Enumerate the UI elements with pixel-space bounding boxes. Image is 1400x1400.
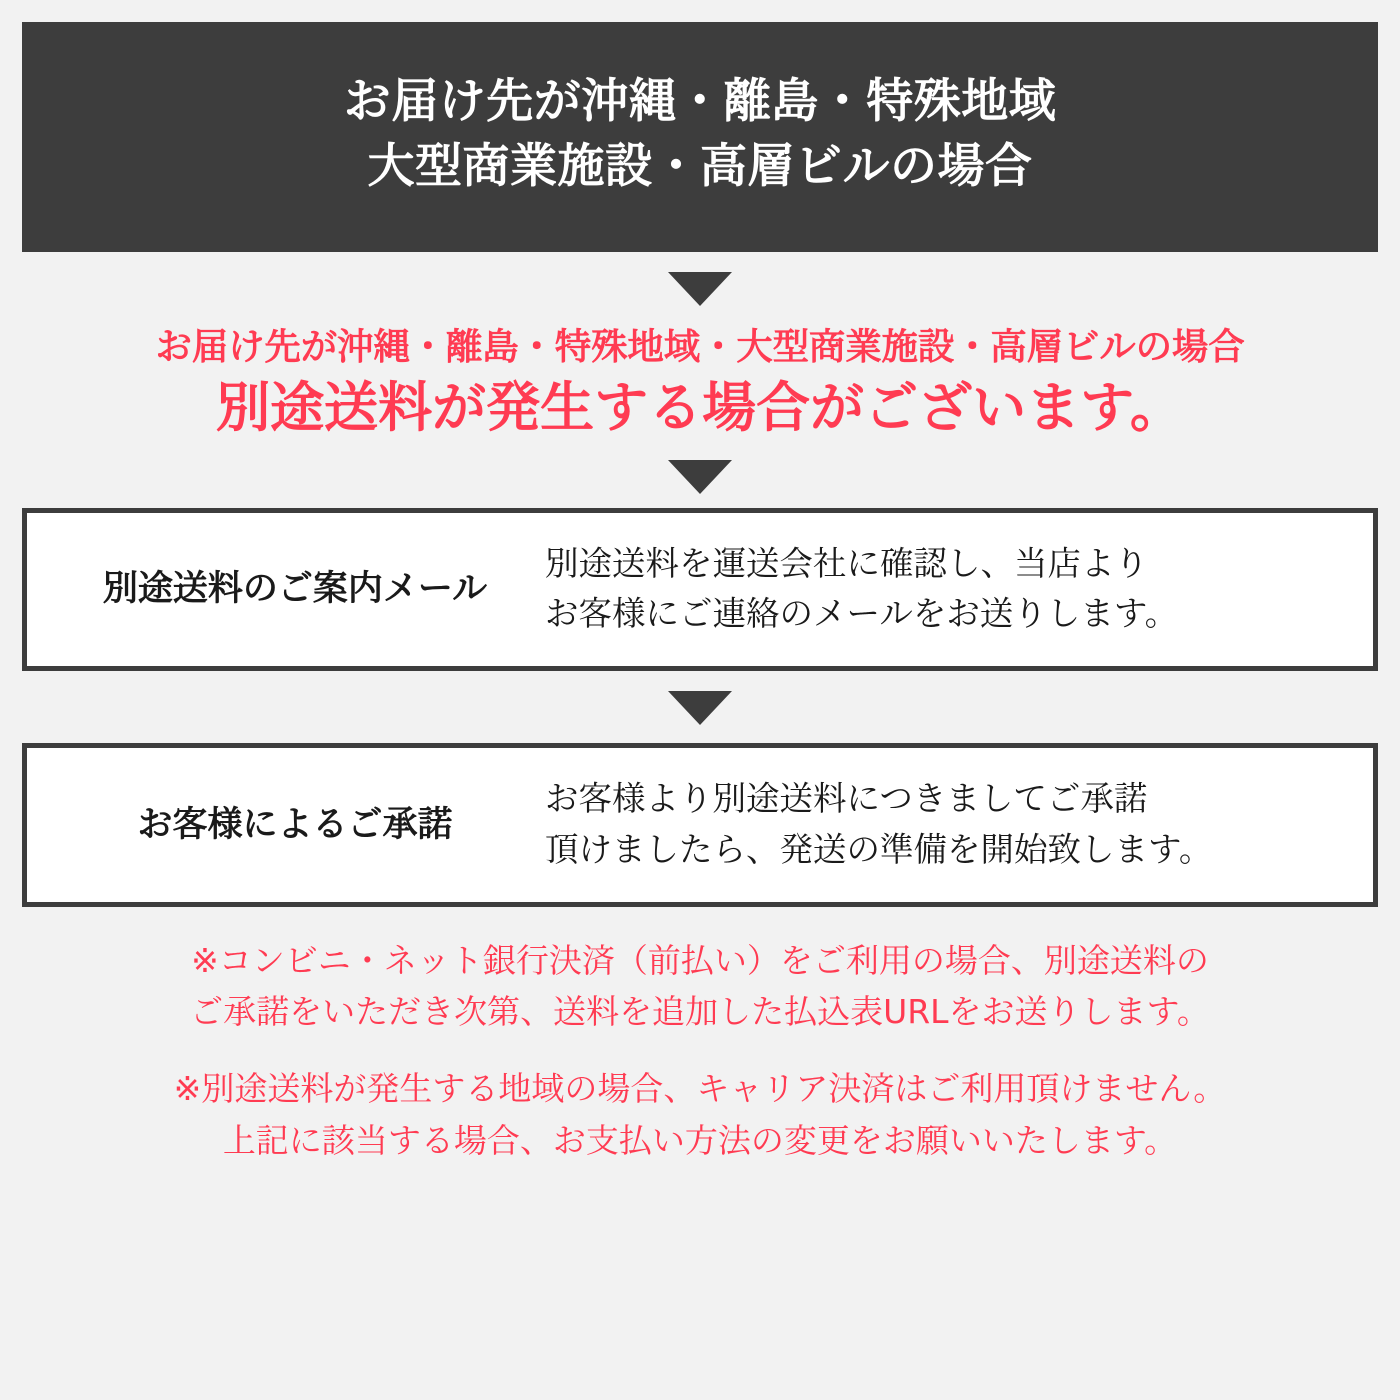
arrow-down-icon-3 bbox=[668, 691, 732, 725]
note-item bbox=[22, 935, 1378, 1037]
note-line2: ご承諾をいただき次第、送料を追加した払込表URLをお送りします。 bbox=[190, 992, 1210, 1032]
step-box-email-notice bbox=[22, 508, 1378, 672]
arrow-down-icon-1 bbox=[668, 272, 732, 306]
step-description-line2: 頂けましたら、発送の準備を開始致します。 bbox=[545, 830, 1213, 870]
step-description bbox=[545, 774, 1355, 876]
note-line1: ※コンビニ・ネット銀行決済（前払い）をご利用の場合、別途送料の bbox=[191, 941, 1209, 981]
step-description-line1: お客様より別途送料につきましてご承諾 bbox=[545, 779, 1148, 819]
header-title-line1: お届け先が沖縄・離島・特殊地域 bbox=[343, 74, 1057, 129]
notes-section bbox=[22, 935, 1378, 1166]
arrow-down-icon-2 bbox=[668, 460, 732, 494]
header-band bbox=[22, 22, 1378, 252]
header-title-line2: 大型商業施設・高層ビルの場合 bbox=[367, 138, 1033, 194]
step-label: お客様によるご承諾 bbox=[137, 804, 453, 845]
step-description-line2: お客様にご連絡のメールをお送りします。 bbox=[545, 594, 1179, 634]
note-line1: ※別途送料が発生する地域の場合、キャリア決済はご利用頂けません。 bbox=[173, 1069, 1227, 1109]
step-description bbox=[545, 539, 1355, 641]
step-description-line1: 別途送料を運送会社に確認し、当店より bbox=[545, 543, 1148, 583]
note-line2: 上記に該当する場合、お支払い方法の変更をお願いいたします。 bbox=[222, 1120, 1178, 1160]
step-box-customer-consent bbox=[22, 743, 1378, 907]
step-label: 別途送料のご案内メール bbox=[102, 568, 488, 609]
emphasis-line1: お届け先が沖縄・離島・特殊地域・大型商業施設・高層ビルの場合 bbox=[155, 324, 1245, 368]
emphasis-block bbox=[22, 324, 1378, 444]
emphasis-line2: 別途送料が発生する場合がございます。 bbox=[216, 376, 1184, 440]
note-item bbox=[22, 1063, 1378, 1165]
